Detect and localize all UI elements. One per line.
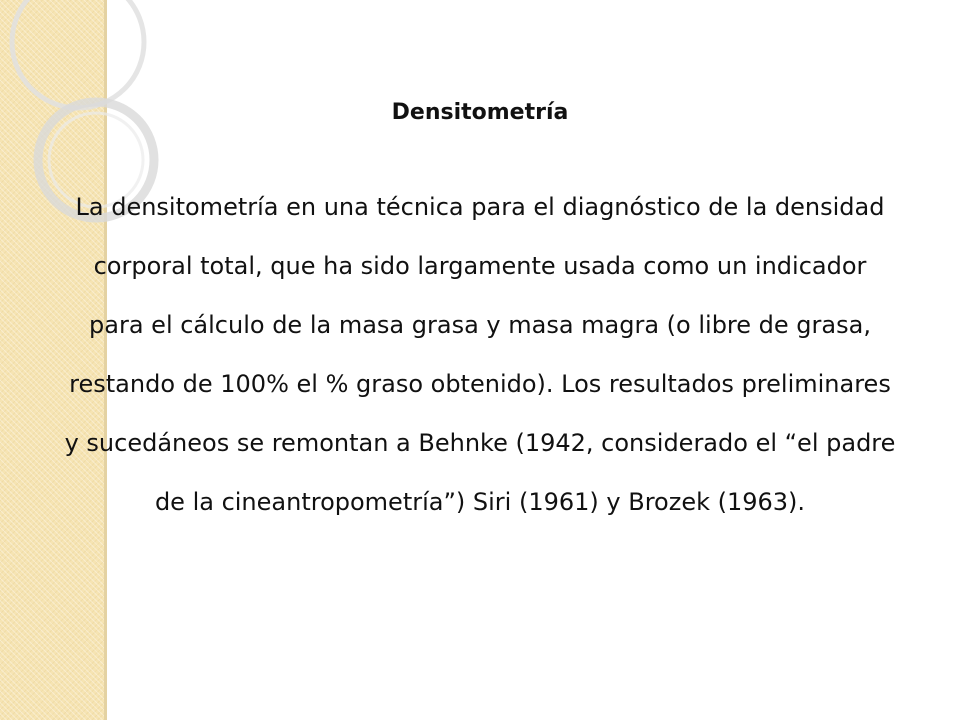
paragraph-line-6: de la cineantropometría”) Siri (1961) y Brozek (1963).: [154, 488, 806, 516]
paragraph-line-4: restando de 100% el % graso obtenido). Los resultados preliminares: [69, 370, 891, 398]
slide-content: [20, 0, 940, 720]
slide-title: Densitometría: [391, 100, 569, 125]
paragraph-line-1: La densitometría en una técnica para el diagnóstico de la densidad: [75, 193, 885, 221]
paragraph-line-5: y sucedáneos se remontan a Behnke (1942, considerado el “el padre: [64, 429, 896, 457]
paragraph-line-3: para el cálculo de la masa grasa y masa magra (o libre de grasa,: [89, 311, 871, 339]
paragraph-line-2: corporal total, que ha sido largamente usada como un indicador: [93, 252, 867, 280]
slide-body-paragraph: [20, 178, 940, 532]
